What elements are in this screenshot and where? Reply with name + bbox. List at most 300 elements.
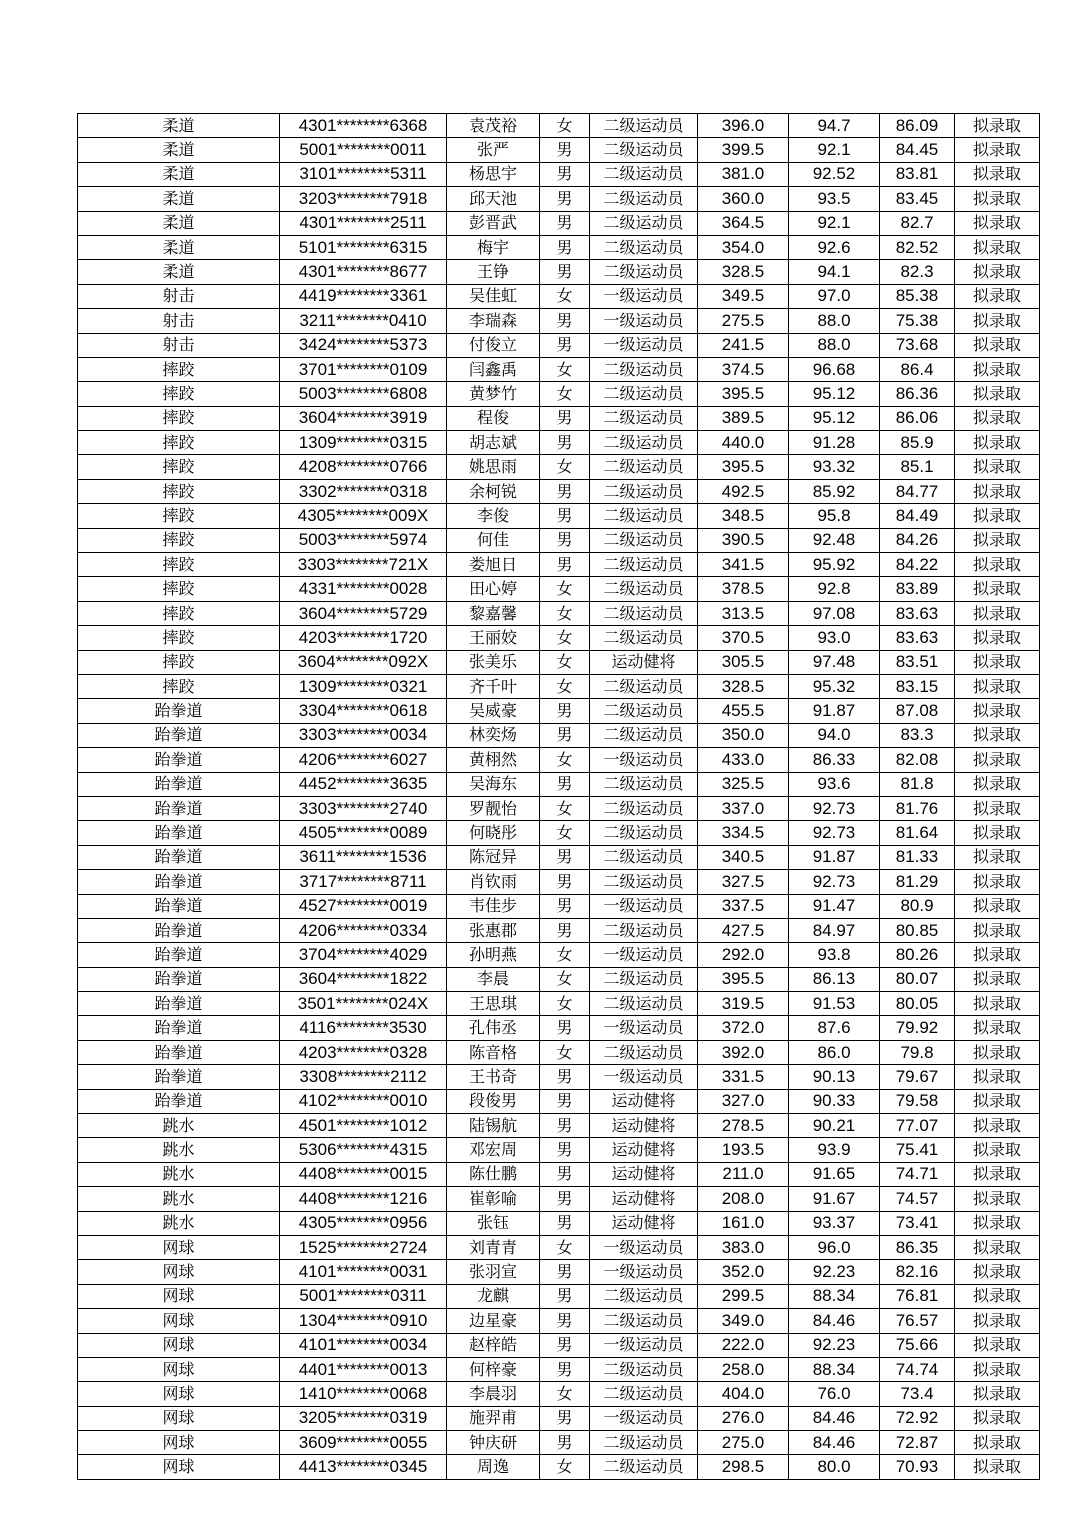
table-row [78,1040,1040,1064]
total-score-cell: 81.76 [880,796,955,820]
table-row [78,309,1040,333]
table-row [78,870,1040,894]
total-score-cell: 79.8 [880,1040,955,1064]
score-cell: 364.5 [698,211,789,235]
score-cell: 275.0 [698,1431,789,1455]
athlete-level-cell: 一级运动员 [590,284,698,308]
total-score-cell: 82.52 [880,235,955,259]
test-score-cell: 91.87 [789,699,880,723]
id-number-cell: 5001********0311 [280,1284,447,1308]
name-cell: 王铮 [447,260,540,284]
table-row [78,479,1040,503]
gender-cell: 男 [540,138,590,162]
gender-cell: 女 [540,674,590,698]
athlete-level-cell: 二级运动员 [590,918,698,942]
id-number-cell: 5001********0011 [280,138,447,162]
name-cell: 李晨羽 [447,1382,540,1406]
total-score-cell: 84.49 [880,504,955,528]
id-number-cell: 4408********1216 [280,1187,447,1211]
gender-cell: 男 [540,260,590,284]
total-score-cell: 81.8 [880,772,955,796]
status-cell: 拟录取 [955,1187,1040,1211]
score-cell: 392.0 [698,1040,789,1064]
id-number-cell: 4203********0328 [280,1040,447,1064]
athlete-level-cell: 二级运动员 [590,187,698,211]
status-cell: 拟录取 [955,1211,1040,1235]
athlete-level-cell: 二级运动员 [590,235,698,259]
sport-cell: 网球 [78,1406,280,1430]
table-row [78,1333,1040,1357]
name-cell: 王思琪 [447,992,540,1016]
gender-cell: 男 [540,1065,590,1089]
status-cell: 拟录取 [955,870,1040,894]
score-cell: 383.0 [698,1235,789,1259]
name-cell: 吴海东 [447,772,540,796]
athlete-level-cell: 二级运动员 [590,1455,698,1479]
sport-cell: 网球 [78,1309,280,1333]
status-cell: 拟录取 [955,894,1040,918]
sport-cell: 摔跤 [78,553,280,577]
gender-cell: 女 [540,650,590,674]
athlete-level-cell: 一级运动员 [590,1016,698,1040]
total-score-cell: 83.15 [880,674,955,698]
table-row [78,211,1040,235]
total-score-cell: 81.33 [880,845,955,869]
status-cell: 拟录取 [955,1235,1040,1259]
test-score-cell: 93.32 [789,455,880,479]
gender-cell: 女 [540,382,590,406]
sport-cell: 跳水 [78,1114,280,1138]
id-number-cell: 1410********0068 [280,1382,447,1406]
athlete-level-cell: 二级运动员 [590,772,698,796]
gender-cell: 女 [540,284,590,308]
id-number-cell: 3303********721X [280,553,447,577]
gender-cell: 男 [540,1260,590,1284]
total-score-cell: 82.7 [880,211,955,235]
gender-cell: 男 [540,1333,590,1357]
score-cell: 455.5 [698,699,789,723]
total-score-cell: 86.35 [880,1235,955,1259]
table-row [78,1065,1040,1089]
sport-cell: 跆拳道 [78,1089,280,1113]
test-score-cell: 92.23 [789,1333,880,1357]
test-score-cell: 97.08 [789,601,880,625]
score-cell: 313.5 [698,601,789,625]
id-number-cell: 3211********0410 [280,309,447,333]
name-cell: 胡志斌 [447,431,540,455]
score-cell: 350.0 [698,723,789,747]
score-cell: 395.5 [698,967,789,991]
table-row [78,748,1040,772]
score-cell: 331.5 [698,1065,789,1089]
test-score-cell: 86.0 [789,1040,880,1064]
test-score-cell: 90.13 [789,1065,880,1089]
test-score-cell: 86.33 [789,748,880,772]
score-cell: 390.5 [698,528,789,552]
id-number-cell: 5003********5974 [280,528,447,552]
test-score-cell: 91.65 [789,1162,880,1186]
sport-cell: 跆拳道 [78,772,280,796]
gender-cell: 男 [540,431,590,455]
gender-cell: 女 [540,992,590,1016]
test-score-cell: 90.21 [789,1114,880,1138]
status-cell: 拟录取 [955,260,1040,284]
gender-cell: 女 [540,1040,590,1064]
athlete-level-cell: 二级运动员 [590,211,698,235]
id-number-cell: 3424********5373 [280,333,447,357]
athlete-level-cell: 一级运动员 [590,894,698,918]
gender-cell: 男 [540,870,590,894]
name-cell: 黄栩然 [447,748,540,772]
test-score-cell: 93.5 [789,187,880,211]
status-cell: 拟录取 [955,1065,1040,1089]
total-score-cell: 73.4 [880,1382,955,1406]
score-cell: 193.5 [698,1138,789,1162]
status-cell: 拟录取 [955,235,1040,259]
id-number-cell: 4101********0034 [280,1333,447,1357]
name-cell: 钟庆研 [447,1431,540,1455]
status-cell: 拟录取 [955,845,1040,869]
total-score-cell: 84.22 [880,553,955,577]
total-score-cell: 83.45 [880,187,955,211]
id-number-cell: 4203********1720 [280,626,447,650]
name-cell: 崔彰喻 [447,1187,540,1211]
name-cell: 梅宇 [447,235,540,259]
score-cell: 337.0 [698,796,789,820]
athlete-level-cell: 二级运动员 [590,162,698,186]
status-cell: 拟录取 [955,382,1040,406]
score-cell: 427.5 [698,918,789,942]
score-cell: 492.5 [698,479,789,503]
sport-cell: 网球 [78,1284,280,1308]
sport-cell: 摔跤 [78,626,280,650]
test-score-cell: 91.67 [789,1187,880,1211]
total-score-cell: 76.57 [880,1309,955,1333]
sport-cell: 射击 [78,309,280,333]
table-row [78,455,1040,479]
gender-cell: 男 [540,553,590,577]
gender-cell: 女 [540,357,590,381]
score-cell: 298.5 [698,1455,789,1479]
sport-cell: 摔跤 [78,455,280,479]
id-number-cell: 4206********6027 [280,748,447,772]
status-cell: 拟录取 [955,943,1040,967]
table-row [78,114,1040,138]
test-score-cell: 94.0 [789,723,880,747]
athlete-level-cell: 一级运动员 [590,309,698,333]
total-score-cell: 76.81 [880,1284,955,1308]
table-row [78,674,1040,698]
sport-cell: 跆拳道 [78,894,280,918]
test-score-cell: 86.13 [789,967,880,991]
total-score-cell: 75.41 [880,1138,955,1162]
test-score-cell: 84.46 [789,1309,880,1333]
test-score-cell: 93.9 [789,1138,880,1162]
score-cell: 348.5 [698,504,789,528]
status-cell: 拟录取 [955,553,1040,577]
name-cell: 张羽宣 [447,1260,540,1284]
id-number-cell: 3609********0055 [280,1431,447,1455]
athlete-level-cell: 二级运动员 [590,553,698,577]
id-number-cell: 4116********3530 [280,1016,447,1040]
total-score-cell: 70.93 [880,1455,955,1479]
total-score-cell: 80.07 [880,967,955,991]
athlete-level-cell: 二级运动员 [590,260,698,284]
score-cell: 319.5 [698,992,789,1016]
id-number-cell: 5306********4315 [280,1138,447,1162]
total-score-cell: 81.64 [880,821,955,845]
name-cell: 李晨 [447,967,540,991]
score-cell: 276.0 [698,1406,789,1430]
id-number-cell: 4331********0028 [280,577,447,601]
score-cell: 399.5 [698,138,789,162]
test-score-cell: 96.0 [789,1235,880,1259]
total-score-cell: 72.87 [880,1431,955,1455]
table-row [78,260,1040,284]
table-row [78,504,1040,528]
status-cell: 拟录取 [955,772,1040,796]
id-number-cell: 3501********024X [280,992,447,1016]
total-score-cell: 80.9 [880,894,955,918]
total-score-cell: 83.51 [880,650,955,674]
test-score-cell: 96.68 [789,357,880,381]
name-cell: 杨思宇 [447,162,540,186]
table-row [78,1260,1040,1284]
total-score-cell: 81.29 [880,870,955,894]
total-score-cell: 82.08 [880,748,955,772]
table-row [78,1235,1040,1259]
total-score-cell: 73.41 [880,1211,955,1235]
test-score-cell: 97.0 [789,284,880,308]
table-row [78,1357,1040,1381]
sport-cell: 摔跤 [78,577,280,601]
name-cell: 程俊 [447,406,540,430]
id-number-cell: 3303********2740 [280,796,447,820]
gender-cell: 男 [540,211,590,235]
name-cell: 张惠郡 [447,918,540,942]
id-number-cell: 3304********0618 [280,699,447,723]
athlete-level-cell: 二级运动员 [590,406,698,430]
gender-cell: 男 [540,1187,590,1211]
athlete-level-cell: 一级运动员 [590,1235,698,1259]
table-row [78,796,1040,820]
table-row [78,1284,1040,1308]
status-cell: 拟录取 [955,821,1040,845]
total-score-cell: 83.63 [880,626,955,650]
name-cell: 王书奇 [447,1065,540,1089]
name-cell: 边星豪 [447,1309,540,1333]
test-score-cell: 88.34 [789,1357,880,1381]
sport-cell: 网球 [78,1260,280,1284]
score-cell: 305.5 [698,650,789,674]
score-cell: 389.5 [698,406,789,430]
name-cell: 吴佳虹 [447,284,540,308]
total-score-cell: 82.16 [880,1260,955,1284]
status-cell: 拟录取 [955,1382,1040,1406]
table-body [78,114,1040,1480]
name-cell: 林奕炀 [447,723,540,747]
table-row [78,723,1040,747]
score-cell: 211.0 [698,1162,789,1186]
sport-cell: 跆拳道 [78,1065,280,1089]
id-number-cell: 3701********0109 [280,357,447,381]
table-row [78,1406,1040,1430]
gender-cell: 男 [540,479,590,503]
status-cell: 拟录取 [955,455,1040,479]
table-row [78,431,1040,455]
sport-cell: 摔跤 [78,674,280,698]
sport-cell: 摔跤 [78,601,280,625]
name-cell: 刘青青 [447,1235,540,1259]
sport-cell: 跆拳道 [78,1016,280,1040]
score-cell: 337.5 [698,894,789,918]
total-score-cell: 79.92 [880,1016,955,1040]
status-cell: 拟录取 [955,431,1040,455]
athlete-level-cell: 二级运动员 [590,528,698,552]
status-cell: 拟录取 [955,309,1040,333]
status-cell: 拟录取 [955,1309,1040,1333]
total-score-cell: 74.57 [880,1187,955,1211]
name-cell: 邱天池 [447,187,540,211]
id-number-cell: 3205********0319 [280,1406,447,1430]
total-score-cell: 84.77 [880,479,955,503]
status-cell: 拟录取 [955,187,1040,211]
sport-cell: 跆拳道 [78,1040,280,1064]
gender-cell: 男 [540,528,590,552]
name-cell: 韦佳步 [447,894,540,918]
table-row [78,357,1040,381]
test-score-cell: 92.73 [789,796,880,820]
id-number-cell: 3604********3919 [280,406,447,430]
id-number-cell: 3611********1536 [280,845,447,869]
sport-cell: 跆拳道 [78,967,280,991]
sport-cell: 射击 [78,333,280,357]
athlete-level-cell: 二级运动员 [590,626,698,650]
id-number-cell: 4208********0766 [280,455,447,479]
sport-cell: 摔跤 [78,528,280,552]
sport-cell: 摔跤 [78,650,280,674]
test-score-cell: 92.1 [789,211,880,235]
athlete-level-cell: 二级运动员 [590,114,698,138]
table-row [78,1138,1040,1162]
status-cell: 拟录取 [955,528,1040,552]
status-cell: 拟录取 [955,1406,1040,1430]
test-score-cell: 93.37 [789,1211,880,1235]
name-cell: 袁茂裕 [447,114,540,138]
status-cell: 拟录取 [955,626,1040,650]
score-cell: 440.0 [698,431,789,455]
table-row [78,406,1040,430]
test-score-cell: 95.32 [789,674,880,698]
score-cell: 341.5 [698,553,789,577]
total-score-cell: 80.85 [880,918,955,942]
gender-cell: 女 [540,821,590,845]
gender-cell: 男 [540,1211,590,1235]
id-number-cell: 4527********0019 [280,894,447,918]
total-score-cell: 86.09 [880,114,955,138]
table-row [78,1431,1040,1455]
total-score-cell: 86.06 [880,406,955,430]
score-cell: 161.0 [698,1211,789,1235]
athlete-level-cell: 运动健将 [590,1187,698,1211]
sport-cell: 摔跤 [78,357,280,381]
name-cell: 彭晋武 [447,211,540,235]
table-row [78,333,1040,357]
test-score-cell: 92.73 [789,821,880,845]
status-cell: 拟录取 [955,1333,1040,1357]
athlete-level-cell: 二级运动员 [590,845,698,869]
score-cell: 327.0 [698,1089,789,1113]
id-number-cell: 3717********8711 [280,870,447,894]
table-row [78,601,1040,625]
test-score-cell: 92.73 [789,870,880,894]
score-cell: 278.5 [698,1114,789,1138]
status-cell: 拟录取 [955,967,1040,991]
name-cell: 黄梦竹 [447,382,540,406]
status-cell: 拟录取 [955,992,1040,1016]
gender-cell: 男 [540,1114,590,1138]
id-number-cell: 4102********0010 [280,1089,447,1113]
sport-cell: 射击 [78,284,280,308]
athlete-level-cell: 二级运动员 [590,1040,698,1064]
sport-cell: 跆拳道 [78,870,280,894]
athlete-level-cell: 二级运动员 [590,357,698,381]
score-cell: 208.0 [698,1187,789,1211]
score-cell: 334.5 [698,821,789,845]
status-cell: 拟录取 [955,406,1040,430]
id-number-cell: 5003********6808 [280,382,447,406]
table-row [78,1016,1040,1040]
id-number-cell: 4305********009X [280,504,447,528]
test-score-cell: 93.8 [789,943,880,967]
sport-cell: 网球 [78,1235,280,1259]
status-cell: 拟录取 [955,1089,1040,1113]
athlete-level-cell: 运动健将 [590,1114,698,1138]
score-cell: 327.5 [698,870,789,894]
score-cell: 340.5 [698,845,789,869]
athlete-level-cell: 二级运动员 [590,870,698,894]
total-score-cell: 86.36 [880,382,955,406]
id-number-cell: 4101********0031 [280,1260,447,1284]
id-number-cell: 3704********4029 [280,943,447,967]
athlete-level-cell: 一级运动员 [590,333,698,357]
test-score-cell: 80.0 [789,1455,880,1479]
id-number-cell: 4501********1012 [280,1114,447,1138]
athlete-level-cell: 二级运动员 [590,699,698,723]
score-cell: 354.0 [698,235,789,259]
name-cell: 姚思雨 [447,455,540,479]
test-score-cell: 85.92 [789,479,880,503]
table-row [78,528,1040,552]
status-cell: 拟录取 [955,284,1040,308]
score-cell: 433.0 [698,748,789,772]
id-number-cell: 4301********2511 [280,211,447,235]
table-row [78,187,1040,211]
test-score-cell: 88.0 [789,333,880,357]
sport-cell: 跳水 [78,1187,280,1211]
gender-cell: 女 [540,1235,590,1259]
gender-cell: 男 [540,504,590,528]
table-row [78,1309,1040,1333]
name-cell: 赵梓皓 [447,1333,540,1357]
total-score-cell: 80.05 [880,992,955,1016]
score-cell: 378.5 [698,577,789,601]
status-cell: 拟录取 [955,504,1040,528]
score-cell: 292.0 [698,943,789,967]
table-row [78,284,1040,308]
test-score-cell: 91.47 [789,894,880,918]
test-score-cell: 90.33 [789,1089,880,1113]
